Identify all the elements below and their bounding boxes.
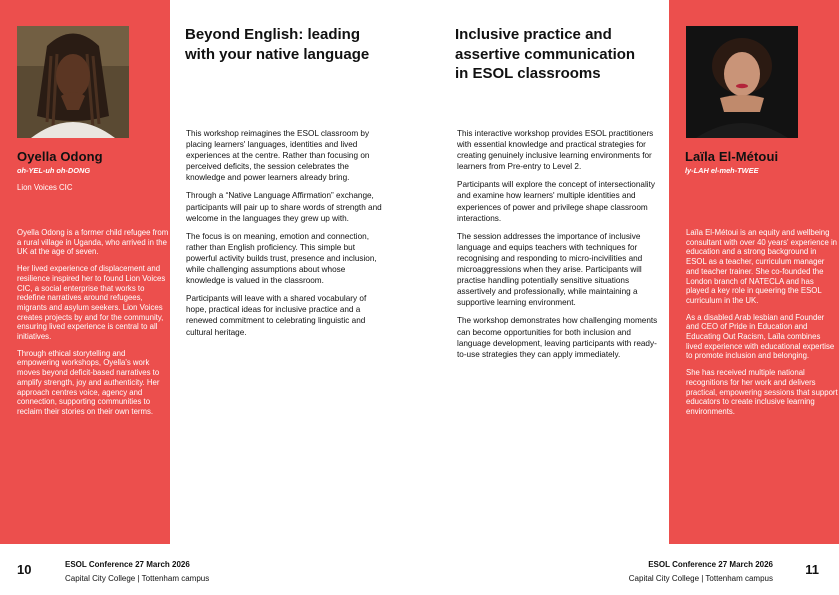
description-paragraph: The session addresses the importance of inclusive language and equips teachers with techniques for recognising and responding to micro-incivilities and microaggressions when they arise. Participants will practise handling potentially sensitive situations assertively and professionally, while maintaining a supportive learning environment.: [457, 231, 643, 308]
bio-paragraph: Laïla El-Métoui is an equity and wellbeing consultant with over 40 years' experience in education and a strong background in ESOL as a teacher, curriculum manager and teacher trainer. She co-founded the London branch of NATECLA and has played a key role in queering the ESOL curriculum in the UK.: [686, 228, 838, 305]
speaker-bio-right: [686, 228, 838, 424]
footer-venue-right: Capital City College | Tottenham campus: [628, 574, 773, 583]
speaker-photo-oyella: [17, 26, 129, 138]
workshop-title-left: [185, 25, 369, 64]
speaker-name-left: Oyella Odong: [17, 149, 103, 164]
workshop-description-right: [457, 128, 659, 367]
title-line: in ESOL classrooms: [455, 65, 601, 82]
bio-paragraph: Oyella Odong is a former child refugee from a rural village in Uganda, who arrived in the UK at the age of seven.: [17, 228, 169, 257]
description-paragraph: The workshop demonstrates how challenging moments can become opportunities for both inclusion and language development, leaving participants with ready-to-use strategies they can apply immediately.: [457, 316, 658, 359]
bio-paragraph: As a disabled Arab lesbian and Founder and CEO of Pride in Education and Educating Out Racism, Laïla combines lived experience with educational expertise to promote inclusion and belonging.: [686, 312, 835, 361]
description-paragraph: Participants will explore the concept of intersectionality and examine how learners' multiple identities and experiences of power and privilege shape classroom interactions.: [457, 180, 655, 223]
title-line: Inclusive practice and: [455, 26, 612, 43]
description-paragraph: Participants will leave with a shared vocabulary of hope, practical ideas for inclusive practice and a renewed commitment to celebrating linguistic and cultural heritage.: [186, 294, 367, 337]
speaker-bio-left: [17, 228, 169, 424]
page-number-left: 10: [17, 562, 32, 577]
workshop-title-right: [455, 25, 635, 84]
pronunciation-left: oh-YEL-uh oh-DONG: [17, 166, 91, 175]
speaker-photo-laila: [686, 26, 798, 138]
description-paragraph: The focus is on meaning, emotion and connection, rather than English proficiency. This simple but powerful activity builds trust, presence and inclusion, while challenging assumptions about whose knowledge is valued in the classroom.: [186, 231, 377, 286]
pronunciation-right: ly-LAH el-meh-TWEE: [685, 166, 759, 175]
bio-paragraph: She has received multiple national recognitions for her work and delivers practical, empowering sessions that support educators to create inclusive learning environments.: [686, 368, 838, 416]
bio-paragraph: Her lived experience of displacement and resilience inspired her to found Lion Voices CIC, a social enterprise that works to redefine narratives around refugees, migrants and asylum seekers. Lion Voices creates projects by and for the community, ensuring lived experience is central to all initiatives.: [17, 264, 166, 342]
footer-event-right: ESOL Conference 27 March 2026: [648, 560, 773, 569]
workshop-description-left: [186, 128, 384, 345]
speaker-name-right: Laïla El-Métoui: [685, 149, 779, 164]
title-line: assertive communication: [455, 45, 636, 63]
description-paragraph: Through a “Native Language Affirmation” exchange, participants will pair up to share words of strength and welcome in the languages they grew up with.: [186, 191, 382, 223]
footer-event-left: ESOL Conference 27 March 2026: [65, 560, 190, 569]
title-line: Beyond English: leading: [185, 26, 361, 43]
title-line: with your native language: [185, 45, 370, 63]
bio-paragraph: Through ethical storytelling and empowering workshops, Oyella's work moves beyond deficit-based narratives to amplify strength, joy and authenticity. Her approach centres voice, agency and connection, supporting communities to reclaim their stories on their own terms.: [17, 348, 160, 416]
organisation-left: Lion Voices CIC: [17, 183, 73, 192]
footer-venue-left: Capital City College | Tottenham campus: [65, 574, 210, 583]
description-paragraph: This workshop reimagines the ESOL classroom by placing learners' languages, identities and lived experiences at the centre. Rather than focusing on perceived deficits, the session celebrates the knowledge and power learners already bring.: [186, 129, 370, 183]
description-paragraph: This interactive workshop provides ESOL practitioners with essential knowledge and practical strategies for creating genuinely inclusive learning environments for learners from Pre-entry to Level 2.: [457, 129, 654, 172]
page-number-right: 11: [805, 562, 819, 577]
